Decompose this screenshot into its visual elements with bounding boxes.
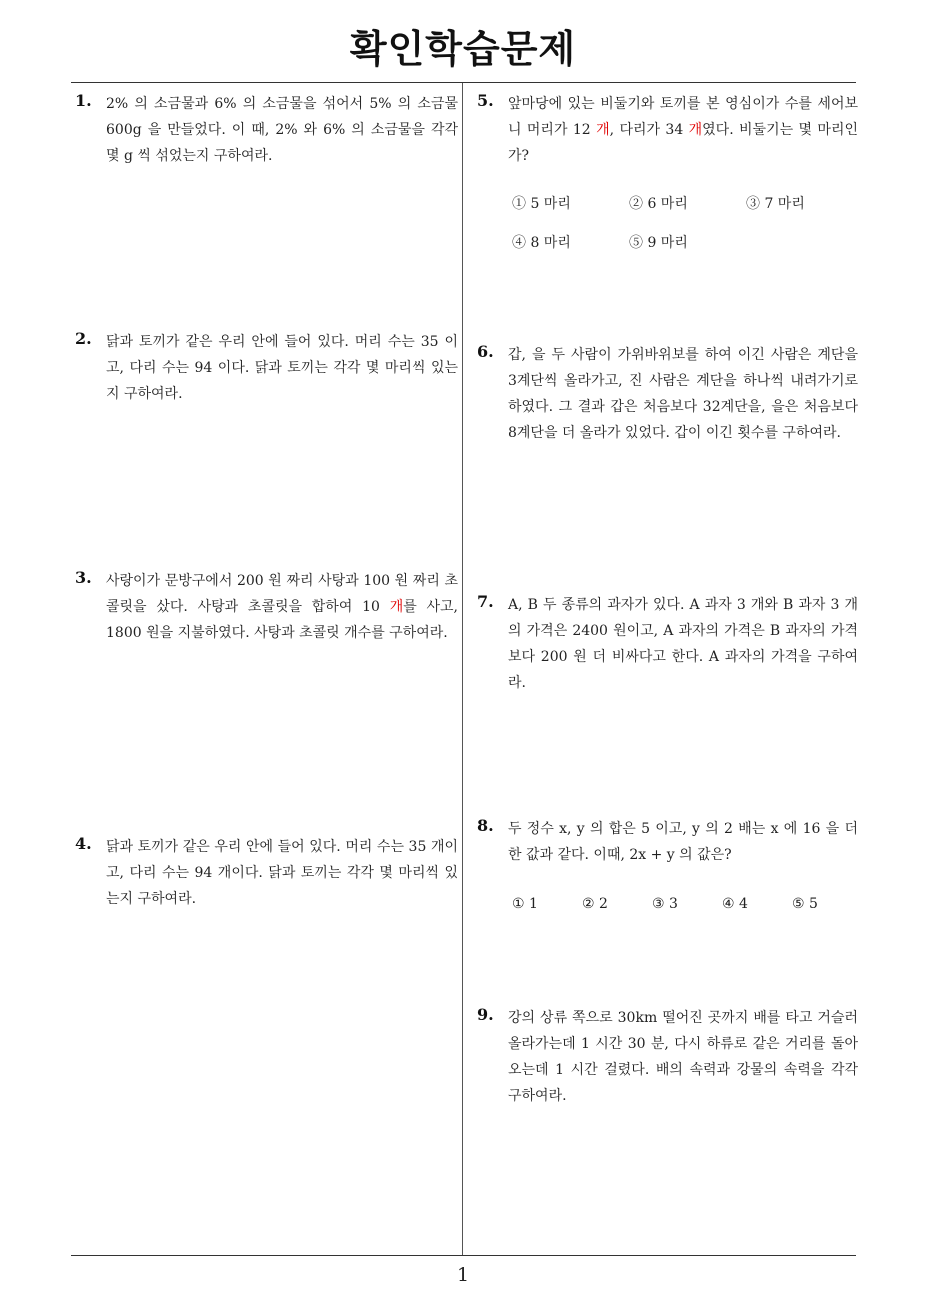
question-text bbox=[106, 568, 458, 646]
choice-2[interactable]: ② 6 마리 bbox=[629, 196, 688, 212]
page-number: 1 bbox=[456, 1264, 470, 1286]
question-number: 3. bbox=[75, 568, 92, 587]
choice-4[interactable]: ④ 4 bbox=[722, 896, 748, 912]
question-text bbox=[508, 91, 858, 169]
question-number: 9. bbox=[477, 1005, 494, 1024]
bottom-rule bbox=[71, 1255, 856, 1256]
question-text: 닭과 토끼가 같은 우리 안에 들어 있다. 머리 수는 35 이고, 다리 수는 94 이다. 닭과 토끼는 각각 몇 마리씩 있는지 구하여라. bbox=[106, 334, 458, 402]
choice-1[interactable]: ① 1 bbox=[512, 896, 538, 912]
question-text: 갑, 을 두 사람이 가위바위보를 하여 이긴 사람은 계단을 3계단씩 올라가고, 진 사람은 계단을 하나씩 내려가기로 하였다. 그 결과 갑은 처음보다 32계단을, 을은 처음보다 8계단을 더 올라가 있었다. 갑이 이긴 횟수를 구하여라. bbox=[508, 347, 858, 441]
question-number: 5. bbox=[477, 91, 494, 110]
question-text: 닭과 토끼가 같은 우리 안에 들어 있다. 머리 수는 35 개이고, 다리 수는 94 개이다. 닭과 토끼는 각각 몇 마리씩 있는지 구하여라. bbox=[106, 839, 458, 907]
text-segment: 였다. 비둘기는 몇 마리인가? bbox=[508, 122, 858, 164]
question-number: 1. bbox=[75, 91, 92, 110]
highlighted-text: 개 bbox=[688, 122, 703, 138]
question-number: 6. bbox=[477, 342, 494, 361]
top-rule bbox=[71, 82, 856, 83]
choice-5[interactable]: ⑤ 9 마리 bbox=[629, 235, 688, 251]
question-text: A, B 두 종류의 과자가 있다. A 과자 3 개와 B 과자 3 개의 가격은 2400 원이고, A 과자의 가격은 B 과자의 가격보다 200 원 더 비싸다고 한다. A 과자의 가격을 구하여라. bbox=[508, 597, 858, 691]
choice-5[interactable]: ⑤ 5 bbox=[792, 896, 818, 912]
choice-3[interactable]: ③ 7 마리 bbox=[746, 196, 805, 212]
question-number: 8. bbox=[477, 816, 494, 835]
text-segment: 앞마당에 있는 비둘기와 토끼를 본 영심이가 수를 세어보니 머리가 12 bbox=[508, 96, 858, 138]
text-segment: 사랑이가 문방구에서 200 원 짜리 사탕과 100 원 짜리 초콜릿을 샀다. 사탕과 초콜릿을 합하여 10 bbox=[106, 573, 458, 615]
question-number: 2. bbox=[75, 329, 92, 348]
question-text: 강의 상류 쪽으로 30km 떨어진 곳까지 배를 타고 거슬러 올라가는데 1 시간 30 분, 다시 하류로 같은 거리를 돌아오는데 1 시간 걸렸다. 배의 속력과 강물의 속력을 각각 구하여라. bbox=[508, 1010, 858, 1104]
question-text: 2% 의 소금물과 6% 의 소금물을 섞어서 5% 의 소금물 600g 을 만들었다. 이 때, 2% 와 6% 의 소금물을 각각 몇 g 씩 섞었는지 구하여라. bbox=[106, 96, 458, 164]
column-divider bbox=[462, 83, 463, 1255]
highlighted-text: 개 bbox=[389, 599, 404, 615]
choice-1[interactable]: ① 5 마리 bbox=[512, 196, 571, 212]
choice-2[interactable]: ② 2 bbox=[582, 896, 608, 912]
question-number: 7. bbox=[477, 592, 494, 611]
choice-4[interactable]: ④ 8 마리 bbox=[512, 235, 571, 251]
text-segment: , 다리가 34 bbox=[609, 122, 689, 138]
highlighted-text: 개 bbox=[596, 122, 610, 138]
page-title: 확인학습문제 bbox=[349, 27, 577, 71]
text-segment: 를 사고, 1800 원을 지불하였다. 사탕과 초콜릿 개수를 구하여라. bbox=[106, 599, 458, 641]
question-number: 4. bbox=[75, 834, 92, 853]
choice-3[interactable]: ③ 3 bbox=[652, 896, 678, 912]
question-text: 두 정수 x, y 의 합은 5 이고, y 의 2 배는 x 에 16 을 더한 값과 같다. 이때, 2x + y 의 값은? bbox=[508, 821, 858, 863]
